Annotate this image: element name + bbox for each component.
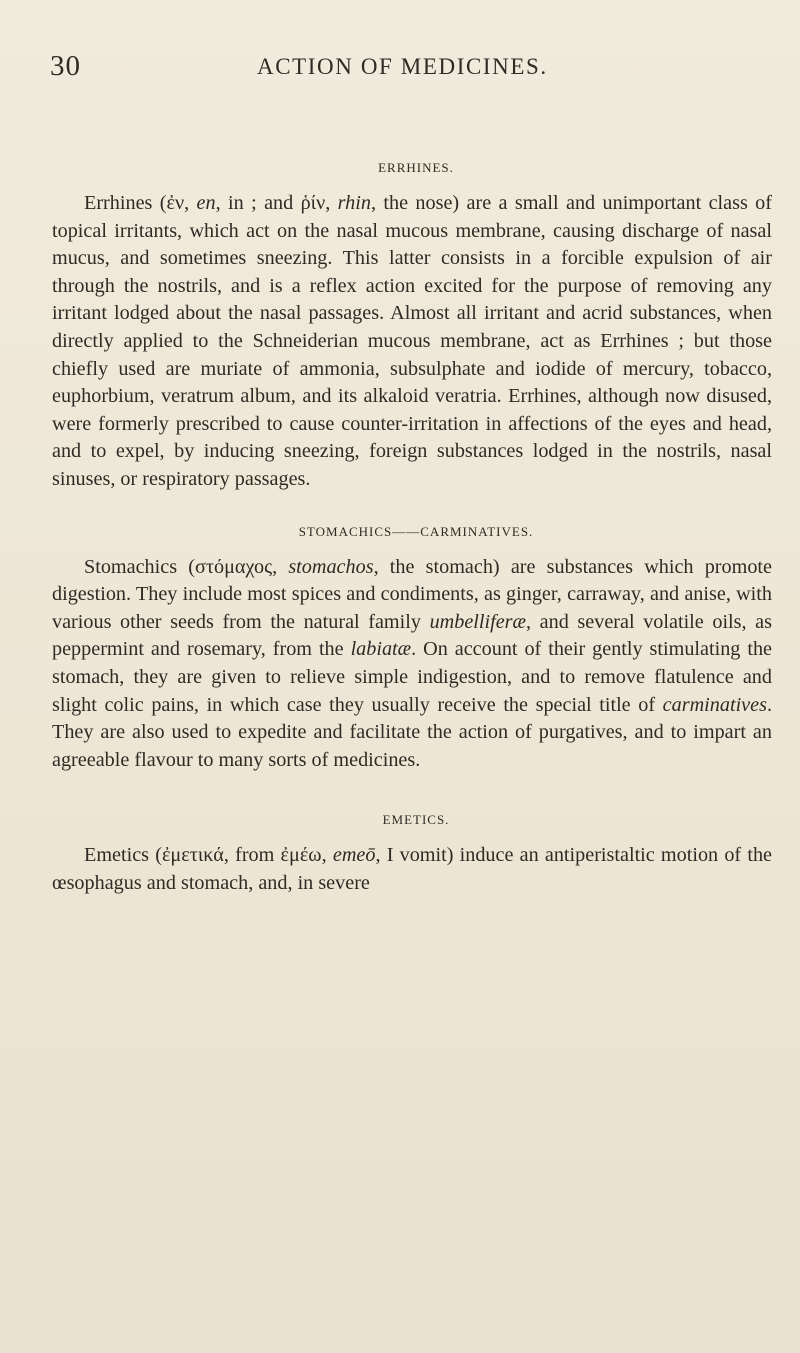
page-body xyxy=(52,160,772,897)
running-title: ACTION OF MEDICINES. xyxy=(257,54,548,79)
section-heading-emetics: EMETICS. xyxy=(382,812,450,828)
greek-word: ῥίν xyxy=(300,192,326,214)
running-head xyxy=(0,50,800,90)
transliteration: stomachos xyxy=(288,555,374,578)
section-heading-stomachics: STOMACHICS——CARMINATIVES. xyxy=(298,523,534,539)
italic-term: carminatives xyxy=(662,693,767,716)
greek-word: στόμαχος xyxy=(194,555,273,578)
page-number: 30 xyxy=(50,50,81,82)
section-heading-errhines: ERRHINES. xyxy=(378,160,454,175)
greek-word: ἐμετικά xyxy=(161,844,224,867)
paragraph-emetics: Emetics (ἐμετικά, from ἐμέω, emeō, I vomit) induce an antiperistaltic motion of the œsophagus and stomach, and, in severe xyxy=(52,844,772,894)
transliteration: en xyxy=(196,192,216,214)
transliteration: emeō xyxy=(332,844,376,867)
greek-word: ἐν xyxy=(166,192,185,214)
paragraph-errhines: Errhines (ἐν, en, in ; and ῥίν, rhin, the nose) are a small and unimportant class of topical irritants, which act on the nasal mucous membrane, causing discharge of nasal mucus, and sometimes sneezing. This latter consists in a forcible expulsion of air through the nostrils, and is a reflex action excited for the purpose of removing any irritant lodged about the nasal passages. Almost all irritant and acrid substances, when directly applied to the Schneiderian mucous membrane, act as Errhines ; but those chiefly used are muriate of ammonia, subsulphate and iodide of mercury, tobacco, euphorbium, veratrum album, and its alkaloid veratria. Errhines, although now disused, were formerly prescribed to cause counter-irritation in affections of the eyes and head, and to expel, by inducing sneezing, foreign substances lodged in the nostrils, nasal sinuses, or respiratory passages. xyxy=(52,192,772,490)
italic-term: umbelliferæ xyxy=(429,610,527,633)
transliteration: rhin xyxy=(337,192,371,214)
italic-term: labiatæ xyxy=(350,638,412,661)
paragraph-stomachics: Stomachics (στόμαχος, stomachos, the stomach) are substances which promote digestion. They include most spices and condiments, as ginger, carraway, and anise, with various other seeds from the natural family umbelliferæ, and several volatile oils, as peppermint and rosemary, from the labiatæ. On account of their gently stimulating the stomach, they are given to relieve simple indigestion, and to remove flatulence and slight colic pains, in which case they usually receive the special title of carminatives. They are also used to expedite and facilitate the action of purgatives, and to impart an agreeable flavour to many sorts of medicines. xyxy=(52,555,773,771)
greek-word: ἐμέω xyxy=(280,844,322,867)
